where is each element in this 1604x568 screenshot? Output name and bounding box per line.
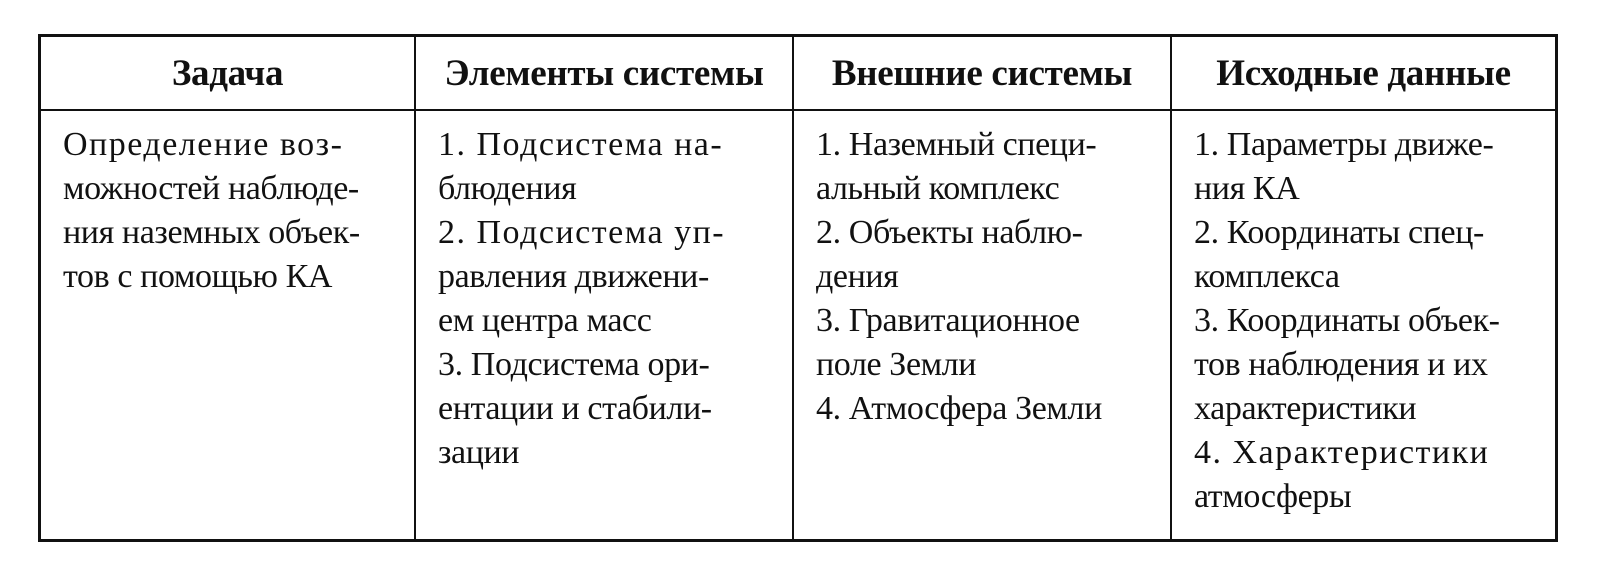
- header-external-systems: Внешние системы: [794, 37, 1172, 111]
- cell-text-line: ем центра масс: [438, 302, 652, 339]
- data-table: [38, 34, 1558, 542]
- cell-input-data: [1172, 111, 1555, 539]
- cell-text-line: 3. Гравитационное: [816, 302, 1080, 339]
- cell-text-line: тов наблюдения и их: [1194, 346, 1488, 383]
- header-input-data: Исходные данные: [1172, 37, 1555, 111]
- cell-text-line: 4. Атмосфера Земли: [816, 390, 1102, 427]
- cell-text-line: ния КА: [1194, 170, 1300, 207]
- cell-text-line: тов с помощью КА: [63, 258, 333, 295]
- cell-text-line: поле Земли: [816, 346, 977, 383]
- cell-task: [41, 111, 416, 539]
- cell-text-line: 3. Координаты объек-: [1194, 302, 1500, 339]
- cell-text-line: 2. Объекты наблю-: [816, 214, 1083, 251]
- cell-text-line: блюдения: [438, 170, 577, 207]
- cell-text-line: зации: [438, 434, 520, 471]
- cell-text-line: альный комплекс: [816, 170, 1060, 207]
- cell-text-line: 1. Подсистема на-: [438, 126, 724, 163]
- cell-text-line: Определение воз-: [63, 126, 344, 163]
- cell-text-line: 3. Подсистема ори-: [438, 346, 710, 383]
- cell-text-line: комплекса: [1194, 258, 1340, 295]
- cell-text-line: 2. Подсистема уп-: [438, 214, 726, 251]
- cell-text-line: характеристики: [1194, 390, 1417, 427]
- cell-text-line: 4. Характеристики: [1194, 434, 1490, 471]
- cell-text-line: атмосферы: [1194, 478, 1352, 515]
- header-task: Задача: [41, 37, 416, 111]
- header-system-elements: Элементы системы: [416, 37, 794, 111]
- cell-text-line: 2. Координаты спец-: [1194, 214, 1484, 251]
- cell-system-elements: [416, 111, 794, 539]
- cell-text-line: ентации и стабили-: [438, 390, 712, 427]
- cell-text-line: 1. Параметры движе-: [1194, 126, 1494, 163]
- cell-external-systems: [794, 111, 1172, 539]
- cell-text-line: дения: [816, 258, 899, 295]
- cell-text-line: 1. Наземный специ-: [816, 126, 1097, 163]
- cell-text-line: равления движени-: [438, 258, 709, 295]
- cell-text-line: ния наземных объек-: [63, 214, 360, 251]
- cell-text-line: можностей наблюде-: [63, 170, 359, 207]
